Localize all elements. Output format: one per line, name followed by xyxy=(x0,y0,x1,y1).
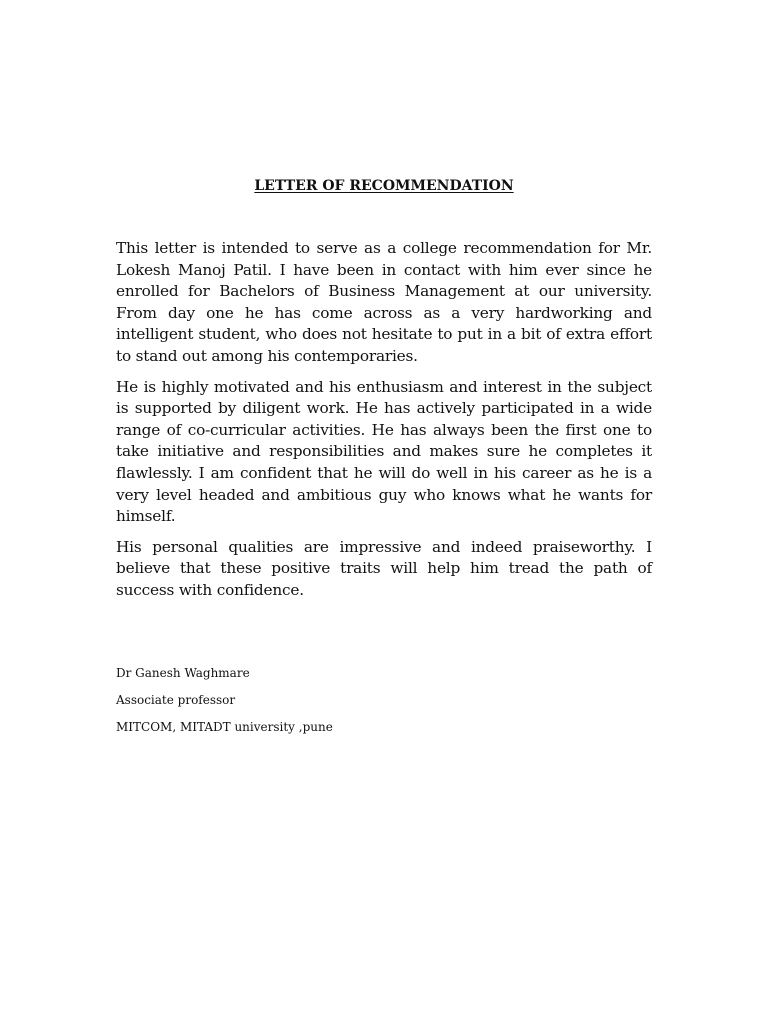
signatory-designation: Associate professor xyxy=(116,693,236,707)
body-paragraph-1: This letter is intended to serve as a college recommendation for Mr. Lokesh Manoj Patil. I have been in contact with him ever since he enrolled for Bachelors of Business Management at our university. From day one he has come across as a very hardworking and intelligent student, who does not hesitate to put in a bit of extra effort to stand out among his contemporaries. xyxy=(116,239,652,365)
letter-title-text: LETTER OF RECOMMENDATION xyxy=(254,178,514,194)
body-paragraph-2: He is highly motivated and his enthusiasm and interest in the subject is supported by diligent work. He has actively participated in a wide range of co-curricular activities. He has always been the first one to take initiative and responsibilities and makes sure he completes it flawlessly. I am confident that he will do well in his career as he is a very level headed and ambitious guy who knows what he wants for himself. xyxy=(116,377,652,526)
body-paragraph-3: His personal qualities are impressive and indeed praiseworthy. I believe that these positive traits will help him tread the path of success with confidence. xyxy=(116,537,652,599)
signature-block xyxy=(116,664,516,745)
signatory-institution: MITCOM, MITADT university ,pune xyxy=(116,720,333,734)
signatory-name: Dr Ganesh Waghmare xyxy=(116,666,250,680)
letter-body xyxy=(116,238,652,611)
letter-title xyxy=(0,176,768,196)
